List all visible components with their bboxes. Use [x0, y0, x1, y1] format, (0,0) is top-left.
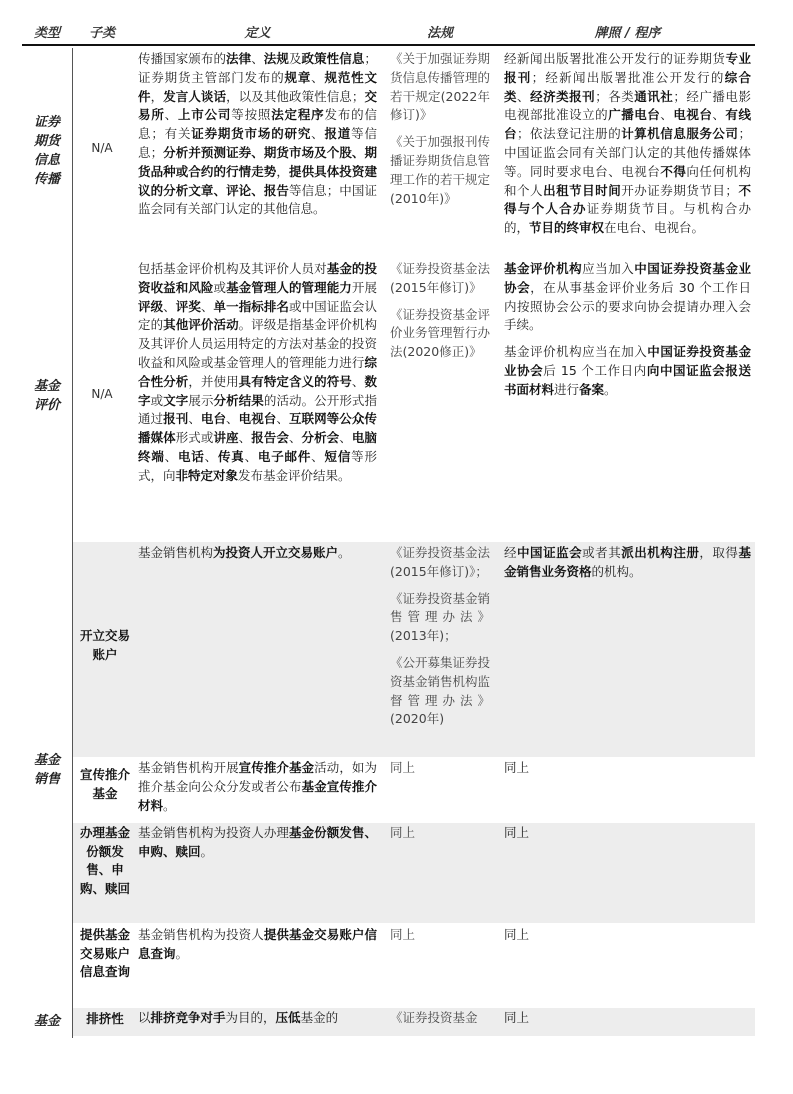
text-run: 、 — [311, 448, 325, 464]
definition-cell — [138, 824, 377, 862]
rich-text — [138, 824, 377, 862]
emphasis-text: 政策性信息 — [301, 51, 365, 66]
emphasis-text: 出租节目时间 — [543, 182, 622, 198]
emphasis-text: 综合类 — [504, 69, 751, 104]
rich-text — [138, 260, 377, 486]
text-run: 、 — [200, 298, 214, 314]
text-run: 以 — [138, 1010, 151, 1025]
type-securities-futures-info — [22, 113, 72, 189]
regulation-cell: 《证券投资基金 — [390, 1010, 478, 1025]
regulation-item: 《公开募集证券投资基金销售机构监督管理办法》(2020年) — [390, 654, 491, 727]
emphasis-text: 分析会 — [301, 430, 340, 446]
license-cell: 同上 — [504, 1010, 530, 1025]
text-run: 或者其 — [582, 545, 622, 560]
text-run: 进行 — [554, 381, 580, 397]
emphasis-text: 中国证券投资基金业协会 — [504, 344, 751, 378]
text-run: 、 — [276, 411, 289, 427]
regulation-item: 《关于加强证券期货信息传播管理的若干规定(2022年修订)》 — [390, 51, 491, 123]
subtype-open-account: 开立交易账户 — [80, 628, 131, 662]
text-run: 、 — [660, 107, 674, 123]
emphasis-text: 分析并预测证券、期货市场及个股、期货品种或合约的行情走势 — [138, 144, 377, 179]
emphasis-text: 规章 — [284, 69, 312, 85]
text-run: 、 — [244, 448, 258, 464]
emphasis-text: 压低 — [275, 1010, 301, 1025]
emphasis-text: 基金管理人的管理能力 — [226, 279, 352, 295]
emphasis-text: 评级 — [138, 298, 164, 314]
emphasis-text: 节目的终审权 — [529, 220, 605, 236]
rich-text — [504, 50, 751, 238]
text-run: ；各类 — [595, 88, 635, 104]
emphasis-text: 发言人谈话 — [163, 88, 227, 104]
text-run: 发布的信息；有关 — [138, 107, 377, 142]
text-run: 、 — [517, 88, 531, 104]
emphasis-text: 具有特定含义的符号 — [238, 373, 352, 389]
text-run: ；证券期货主管部门发布的 — [138, 51, 377, 85]
text-run: ， — [276, 163, 289, 179]
subtype-subscription: 办理基金份额发售、申购、赎回 — [80, 825, 131, 896]
text-run: ；中国证监会同有关部门认定的其他传播媒体等。同时要求电台、电视台 — [504, 126, 751, 179]
text-run: 证券期货节目。与机构合办的， — [504, 201, 751, 236]
emphasis-text: 基金销售业务资格 — [504, 545, 751, 579]
emphasis-text: 数字 — [138, 373, 377, 408]
emphasis-text: 电视台 — [238, 411, 277, 427]
rich-text — [138, 926, 377, 964]
text-run: 、 — [164, 448, 178, 464]
text-run: ，取得 — [699, 545, 739, 560]
type-fund-evaluation — [22, 377, 72, 415]
definition-cell — [138, 260, 377, 486]
column-divider — [72, 48, 73, 1038]
emphasis-text: 报告会 — [251, 430, 289, 446]
text-run: 、 — [339, 430, 352, 446]
text-run: 开展 — [351, 279, 377, 295]
definition-cell — [138, 50, 377, 219]
definition-cell — [138, 759, 377, 815]
text-run: 活动，如为推介基金向公众分发或者公布 — [138, 760, 377, 794]
emphasis-text: 中国证券投资基金业协会 — [504, 261, 751, 295]
license-cell — [504, 544, 751, 582]
regulation-item: 《证券投资基金评价业务管理暂行办法(2020修正)》 — [390, 306, 491, 360]
type-fund-sales — [22, 751, 72, 789]
text-run: 、 — [288, 430, 302, 446]
text-run: 展示 — [188, 392, 214, 408]
text-run: ，在从事基金评价业务后 30 个工作日内按照协会公示的要求向协会提请办理入会手续。 — [504, 279, 751, 333]
text-run: 、 — [163, 298, 176, 314]
text-run: 或 — [213, 279, 227, 295]
emphasis-text: 广播电台 — [608, 107, 661, 123]
emphasis-text: 不得 — [660, 163, 687, 179]
emphasis-text: 提供基金交易账户信息查询 — [138, 927, 377, 961]
emphasis-text: 基金宣传推介材料 — [138, 778, 377, 813]
text-run: 的机构。 — [591, 563, 642, 579]
text-run: 、 — [351, 373, 365, 389]
text-run: ， — [150, 88, 164, 104]
text-run: 或中国证监会认定的 — [138, 298, 377, 333]
regulation-cell — [390, 544, 490, 729]
emphasis-text: 法规 — [263, 51, 289, 66]
text-run: 或 — [150, 392, 164, 408]
text-run: 经 — [504, 545, 518, 560]
emphasis-text: 专业报刊 — [504, 51, 751, 85]
type-label-line: 证券 — [33, 115, 60, 130]
text-run: 的活动。公开形式指通过 — [138, 392, 377, 427]
text-run: 。 — [604, 381, 617, 397]
text-run: 基金销售机构为投资人 — [138, 927, 264, 942]
emphasis-text: 传真 — [217, 448, 245, 464]
emphasis-text: 基金份额发售、申购、赎回 — [138, 825, 377, 859]
emphasis-text: 电台 — [200, 411, 227, 427]
subtype-na: N/A — [91, 387, 113, 401]
definition-cell — [138, 1009, 377, 1028]
emphasis-text: 上市公司 — [177, 107, 232, 123]
text-run: 。 — [175, 945, 189, 961]
regulation-item: 《证券投资基金法(2015年修订)》； — [390, 545, 491, 579]
emphasis-text: 中国证监会 — [517, 545, 583, 560]
regulation-item: 《证券投资基金销售管理办法》(2013年)； — [390, 590, 491, 644]
emphasis-text: 基金的投资收益和风险 — [138, 261, 377, 295]
text-run: 后 15 个工作日内 — [543, 362, 647, 378]
emphasis-text: 为投资人开立交易账户 — [213, 545, 339, 560]
text-run: 包括基金评价机构及其评价人员对 — [138, 261, 327, 276]
emphasis-text: 单一指标排名 — [213, 298, 290, 314]
emphasis-text: 基金评价机构 — [504, 261, 583, 276]
regulation-cell — [390, 260, 490, 362]
text-run: ，并使用 — [188, 373, 239, 389]
type-label-line: 传播 — [33, 172, 60, 187]
text-run: 为目的， — [225, 1010, 276, 1025]
emphasis-text: 向中国证监会报送书面材料 — [504, 362, 751, 397]
regulation-item: 《关于加强报刊传播证券期货信息管理工作的若干规定(2010年)》 — [390, 134, 491, 206]
rich-text — [138, 1009, 377, 1028]
emphasis-text: 综合性分析 — [138, 354, 377, 389]
emphasis-text: 电视台 — [673, 107, 713, 123]
regulation-cell: 同上 — [390, 760, 416, 775]
emphasis-text: 提供具体投资建议的分析文章、评论、报告 — [138, 163, 377, 198]
license-cell — [504, 260, 751, 400]
text-run: 、 — [251, 51, 264, 66]
subtype-na: N/A — [91, 141, 113, 155]
text-run: 在电台、电视台。 — [604, 220, 705, 236]
rich-text — [504, 260, 751, 335]
emphasis-text: 备案 — [579, 381, 605, 397]
text-run: 向任何机构和个人 — [504, 163, 751, 198]
emphasis-text: 非特定对象 — [175, 467, 239, 483]
header-rule — [22, 44, 755, 46]
subtype-exclusionary: 排挤性 — [86, 1011, 124, 1026]
text-run: 基金销售机构开展 — [138, 760, 239, 775]
license-cell: 同上 — [504, 927, 530, 942]
type-label-line: 销售 — [33, 772, 60, 787]
text-run: 、 — [164, 107, 178, 123]
text-run: ；经广播电影电视部批准设立的 — [504, 88, 751, 123]
emphasis-text: 电子邮件 — [257, 448, 312, 464]
header-subtype: 子类 — [88, 26, 115, 41]
emphasis-text: 电脑终端 — [138, 430, 377, 464]
header-definition: 定义 — [244, 26, 271, 41]
text-run: 、 — [311, 69, 325, 85]
type-label-line: 期货 — [33, 134, 60, 149]
rich-text — [504, 343, 751, 399]
text-run: 、 — [311, 126, 325, 142]
text-run: 、 — [204, 448, 218, 464]
text-run: 传播国家颁布的 — [138, 51, 227, 66]
type-label-line: 评价 — [33, 398, 60, 413]
text-run: ；经新闻出版署批准公开发行的 — [531, 69, 725, 85]
text-run: 等信息；中国证监会同有关部门认定的其他信息。 — [138, 182, 377, 217]
license-cell: 同上 — [504, 760, 530, 775]
text-run: 基金评价机构应当在加入 — [504, 344, 648, 360]
emphasis-text: 文字 — [163, 392, 189, 408]
rich-text — [138, 759, 377, 815]
header-regulation: 法规 — [426, 26, 453, 41]
definition-cell — [138, 926, 377, 964]
text-run: 、 — [712, 107, 726, 123]
emphasis-text: 规范性文件 — [138, 69, 377, 104]
type-fund: 基金 — [33, 1014, 60, 1029]
text-run: 、 — [188, 411, 201, 427]
text-run: 形式或 — [175, 430, 214, 446]
text-run: 基金销售机构 — [138, 545, 214, 560]
regulation-cell: 同上 — [390, 825, 416, 840]
regulation-item: 《证券投资基金法(2015年修订)》 — [390, 261, 491, 295]
text-run: ，以及其他政策性信息； — [226, 88, 365, 104]
text-run: 应当加入 — [582, 261, 635, 276]
emphasis-text: 有线台 — [504, 107, 751, 142]
emphasis-text: 经济类报刊 — [530, 88, 596, 104]
text-run: ；依法登记注册的 — [517, 126, 622, 142]
text-run: 等形式，向 — [138, 448, 377, 483]
regulation-cell: 同上 — [390, 927, 416, 942]
text-run: 等按照 — [231, 107, 272, 123]
type-label-line: 基金 — [33, 379, 60, 394]
text-run: 基金销售机构为投资人办理 — [138, 825, 289, 840]
text-run: 发布基金评价结果。 — [238, 467, 351, 483]
header-license: 牌照 / 程序 — [594, 26, 661, 41]
type-label-line: 信息 — [33, 153, 60, 168]
subtype-promotion: 宣传推介基金 — [80, 767, 131, 801]
text-run: 等信息； — [138, 126, 377, 160]
rich-text — [504, 544, 751, 582]
rich-text — [138, 50, 377, 219]
emphasis-text: 电话 — [177, 448, 205, 464]
emphasis-text: 评奖 — [175, 298, 201, 314]
emphasis-text: 通讯社 — [634, 88, 674, 104]
subtype-account-inquiry: 提供基金交易账户信息查询 — [80, 927, 131, 979]
text-run: 及 — [288, 51, 302, 66]
text-run: 基金的 — [300, 1010, 339, 1025]
text-run: 、 — [238, 430, 252, 446]
text-run: 。 — [163, 797, 176, 813]
text-run: 开办证券期货节目； — [621, 182, 738, 198]
emphasis-text: 分析结果 — [213, 392, 264, 408]
emphasis-text: 宣传推介基金 — [238, 760, 315, 775]
emphasis-text: 不得与个人合办 — [504, 182, 751, 217]
license-cell: 同上 — [504, 825, 530, 840]
emphasis-text: 法律 — [226, 51, 252, 66]
emphasis-text: 计算机信息服务公司 — [621, 126, 739, 142]
emphasis-text: 互联网等公众传播媒体 — [138, 411, 377, 446]
type-label-line: 基金 — [33, 753, 60, 768]
emphasis-text: 其他评价活动 — [163, 317, 239, 333]
regulation-cell — [390, 50, 490, 208]
emphasis-text: 排挤竞争对手 — [150, 1010, 226, 1025]
emphasis-text: 派出机构注册 — [621, 545, 700, 560]
text-run: 。 — [200, 843, 214, 859]
definition-cell — [138, 544, 377, 563]
emphasis-text: 交易所 — [138, 88, 377, 123]
rich-text — [138, 544, 377, 563]
emphasis-text: 短信 — [324, 448, 352, 464]
header-type: 类型 — [33, 26, 60, 41]
emphasis-text: 法定程序 — [271, 107, 325, 123]
emphasis-text: 讲座 — [213, 430, 239, 446]
text-run: 。评级是指基金评价机构及其评价人员运用特定的方法对基金的投资收益和风险或基金管理人的管理能力进行 — [138, 317, 377, 370]
license-cell — [504, 50, 751, 238]
emphasis-text: 报道 — [324, 126, 352, 142]
emphasis-text: 证券期货市场的研究 — [191, 126, 312, 142]
text-run: 。 — [338, 545, 351, 560]
emphasis-text: 报刊 — [163, 411, 189, 427]
text-run: 经新闻出版署批准公开发行的证券期货 — [504, 51, 726, 66]
text-run: 、 — [226, 411, 239, 427]
